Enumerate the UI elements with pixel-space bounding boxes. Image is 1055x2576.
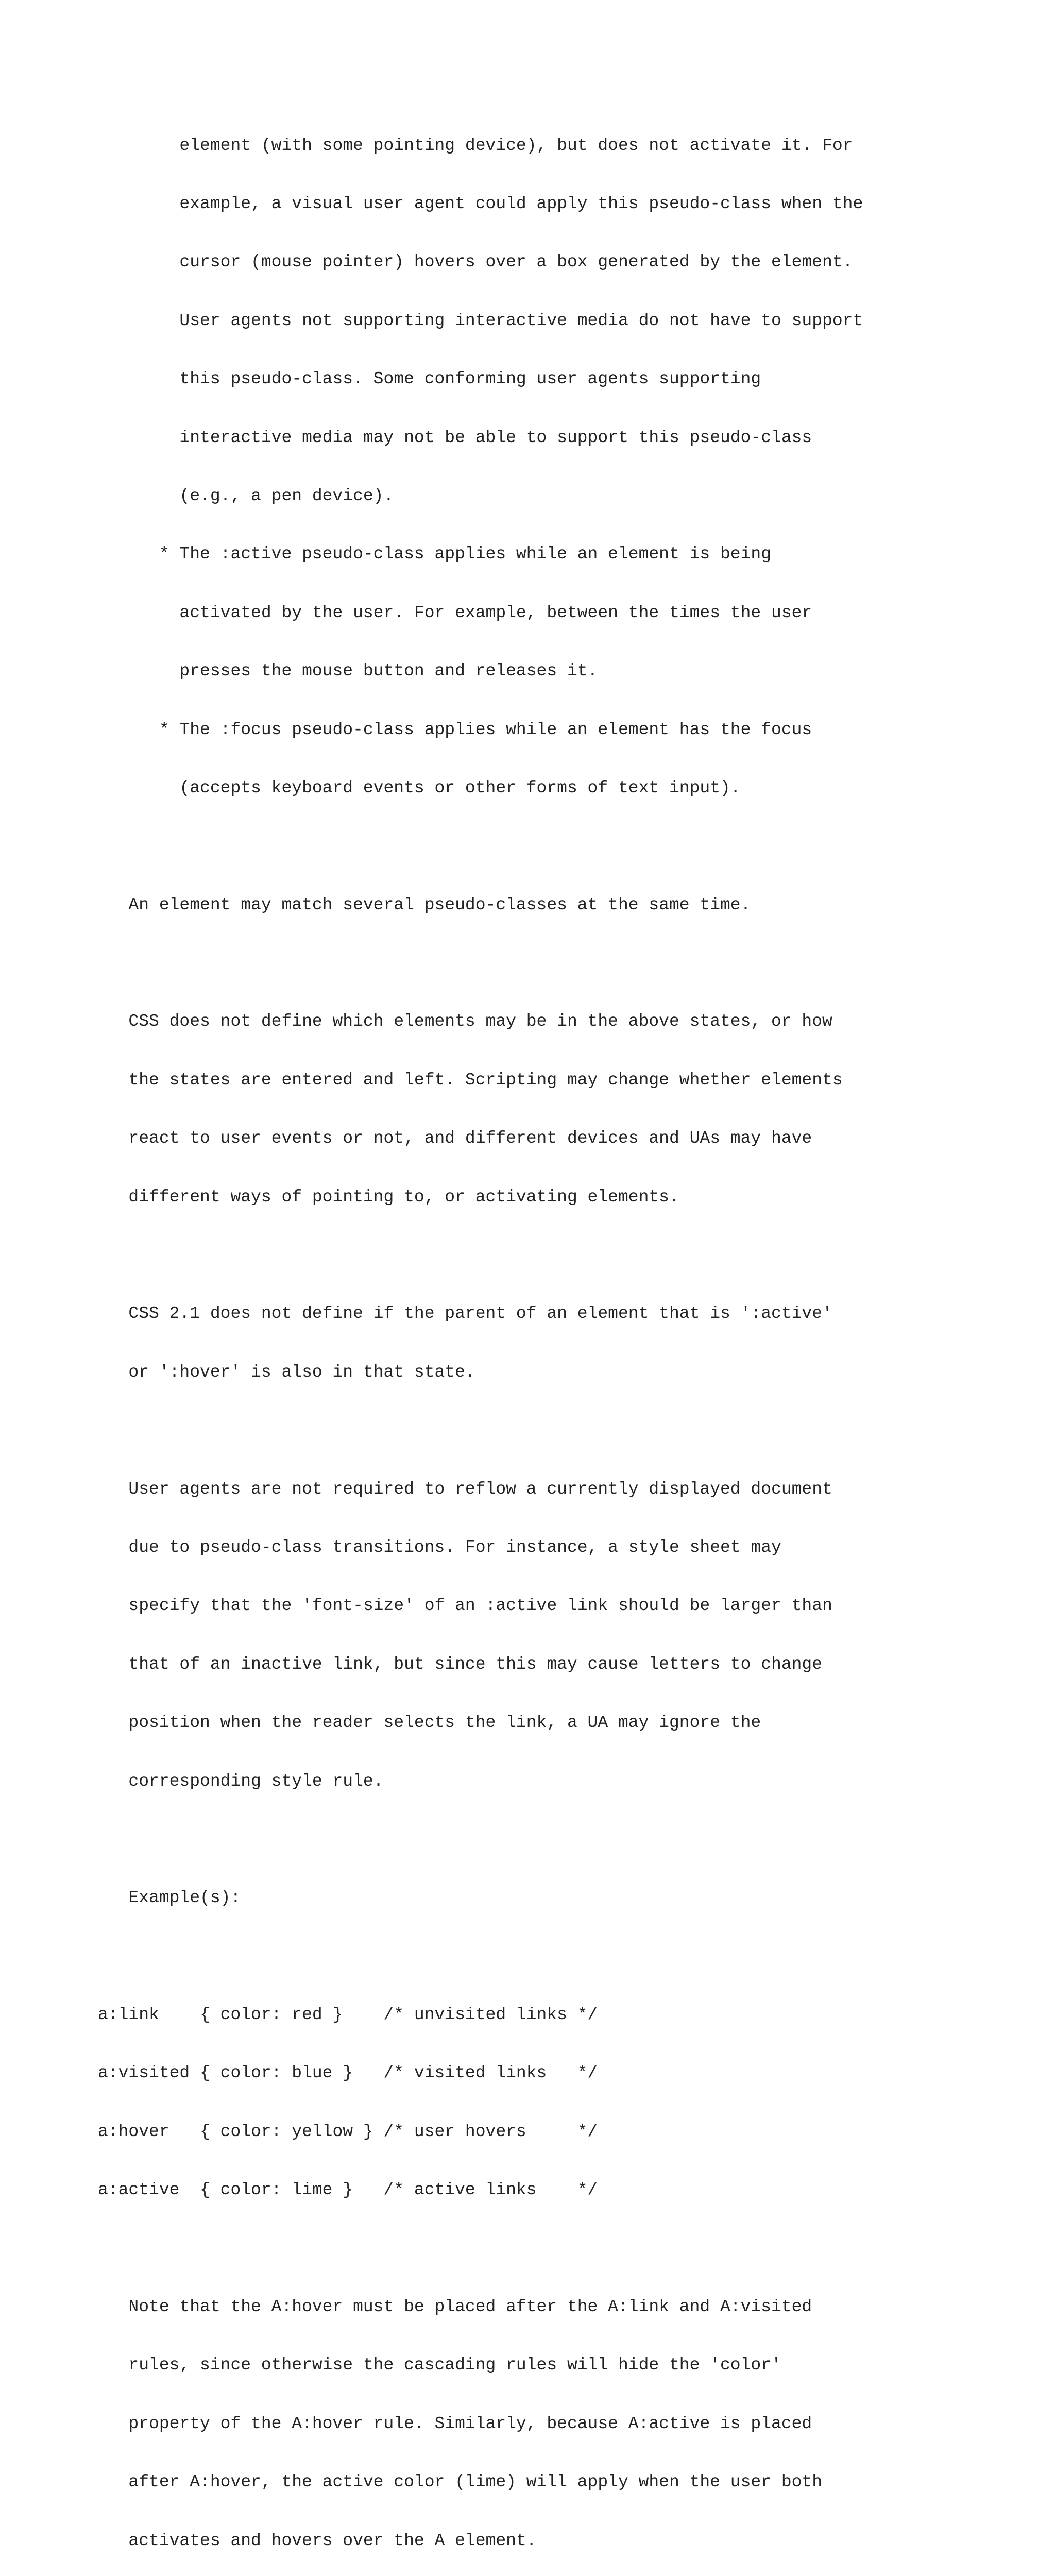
text-line: the states are entered and left. Scripting may change whether elements	[98, 1070, 843, 1090]
text-line: (accepts keyboard events or other forms of text input).	[98, 778, 741, 798]
blank-line	[98, 1421, 863, 1440]
text-line: CSS does not define which elements may be in the above states, or how	[98, 1012, 832, 1031]
text-line: example, a visual user agent could apply this pseudo-class when the	[98, 194, 863, 213]
text-line: Note that the A:hover must be placed after the A:link and A:visited	[98, 2297, 812, 2317]
text-line: activated by the user. For example, between the times the user	[98, 603, 812, 622]
text-line: due to pseudo-class transitions. For instance, a style sheet may	[98, 1537, 781, 1557]
text-line: element (with some pointing device), but does not activate it. For	[98, 135, 853, 155]
text-line: presses the mouse button and releases it.	[98, 662, 598, 681]
code-line: a:link { color: red } /* unvisited links */	[98, 2005, 598, 2025]
text-line: corresponding style rule.	[98, 1771, 384, 1791]
text-line: property of the A:hover rule. Similarly, because A:active is placed	[98, 2414, 812, 2433]
code-line: a:hover { color: yellow } /* user hovers */	[98, 2122, 598, 2141]
text-line: User agents are not required to reflow a currently displayed document	[98, 1479, 832, 1499]
text-line: interactive media may not be able to support this pseudo-class	[98, 428, 812, 447]
text-line: An element may match several pseudo-classes at the same time.	[98, 895, 751, 914]
text-line: after A:hover, the active color (lime) will apply when the user both	[98, 2472, 823, 2492]
text-line: (e.g., a pen device).	[98, 486, 394, 505]
text-line: that of an inactive link, but since this may cause letters to change	[98, 1654, 823, 1674]
text-line: cursor (mouse pointer) hovers over a box generated by the element.	[98, 252, 853, 272]
example-label: Example(s):	[98, 1888, 241, 1908]
document-text	[98, 97, 863, 2576]
text-line: rules, since otherwise the cascading rules will hide the 'color'	[98, 2355, 781, 2375]
text-line: User agents not supporting interactive media do not have to support	[98, 311, 863, 330]
text-line: specify that the 'font-size' of an :active link should be larger than	[98, 1596, 832, 1616]
bullet-item: * The :active pseudo-class applies while an element is being	[98, 545, 772, 564]
bullet-item: * The :focus pseudo-class applies while an element has the focus	[98, 720, 812, 739]
blank-line	[98, 2239, 863, 2259]
blank-line	[98, 837, 863, 856]
code-line: a:active { color: lime } /* active links */	[98, 2180, 598, 2200]
text-line: activates and hovers over the A element.	[98, 2531, 537, 2550]
blank-line	[98, 954, 863, 973]
text-line: or ':hover' is also in that state.	[98, 1362, 475, 1382]
blank-line	[98, 1947, 863, 1967]
text-line: position when the reader selects the link, a UA may ignore the	[98, 1713, 761, 1733]
text-line: react to user events or not, and different devices and UAs may have	[98, 1129, 812, 1148]
blank-line	[98, 1830, 863, 1850]
text-line: CSS 2.1 does not define if the parent of an element that is ':active'	[98, 1304, 832, 1324]
text-line: this pseudo-class. Some conforming user agents supporting	[98, 369, 761, 389]
blank-line	[98, 1246, 863, 1265]
text-line: different ways of pointing to, or activating elements.	[98, 1187, 679, 1207]
code-line: a:visited { color: blue } /* visited links */	[98, 2063, 598, 2083]
